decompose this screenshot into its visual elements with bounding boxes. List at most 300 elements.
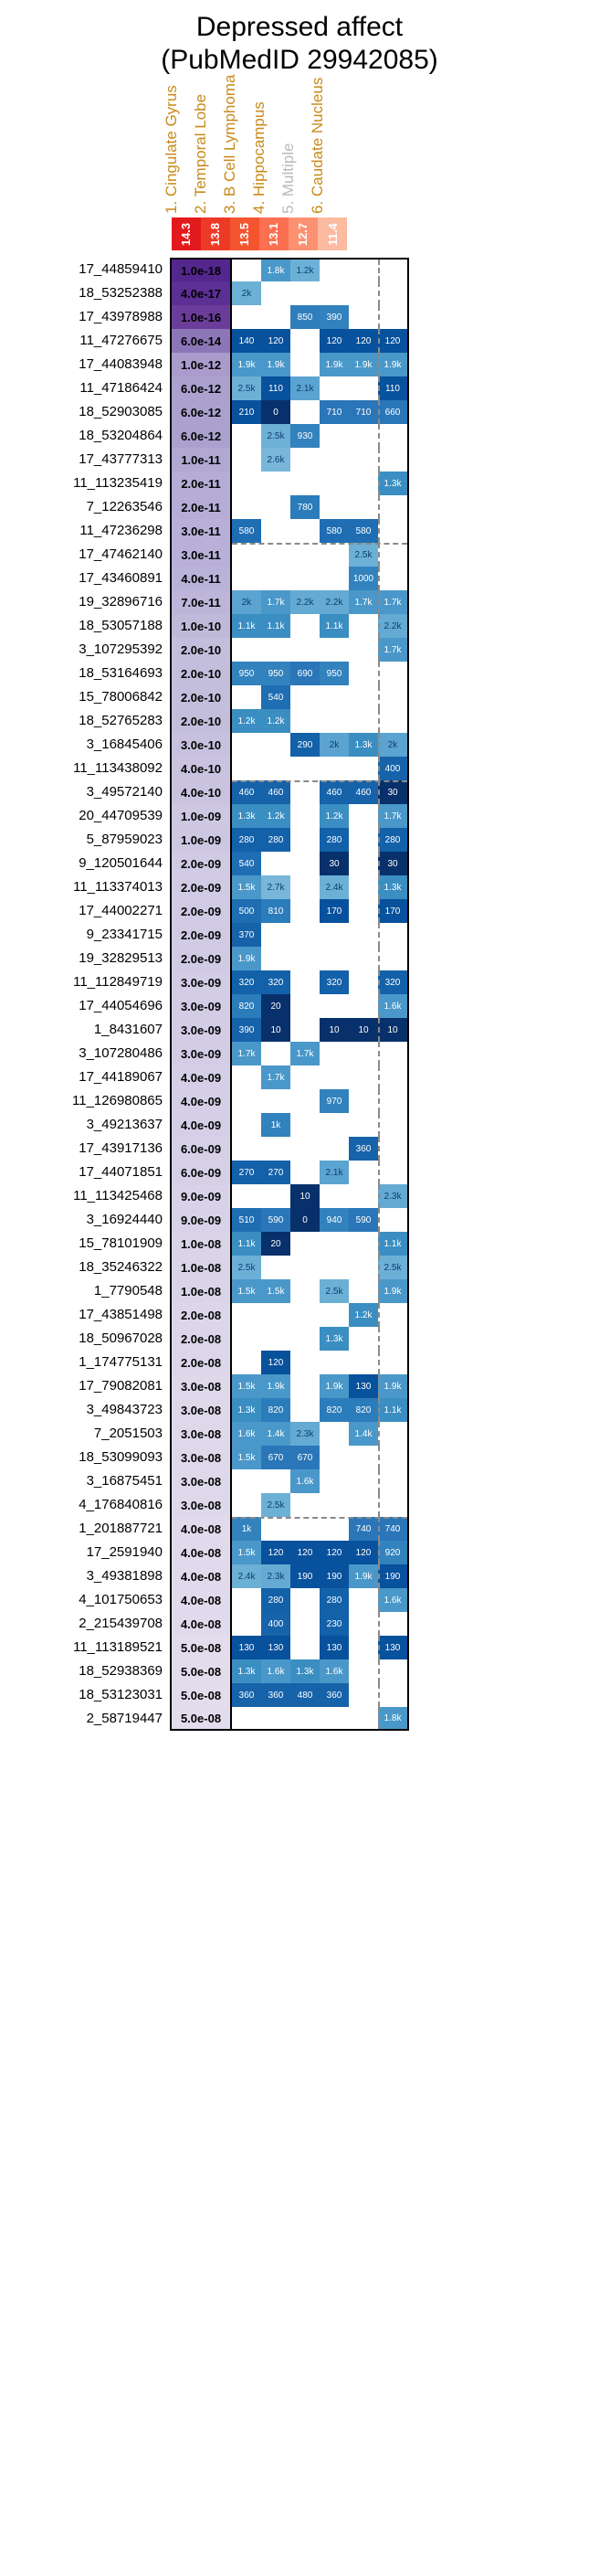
heatmap-row-cells	[232, 1256, 409, 1279]
column-separator	[378, 804, 380, 828]
heatmap-cell: 130	[378, 1636, 407, 1659]
column-separator	[378, 1113, 380, 1137]
title-line-1: Depressed affect	[195, 12, 404, 42]
heatmap-cell	[378, 947, 407, 970]
row-label: 15_78101909	[79, 1235, 163, 1251]
heatmap-cell: 360	[320, 1683, 349, 1707]
heatmap-cell: 2.1k	[320, 1161, 349, 1184]
heatmap-row-cells	[232, 1564, 409, 1588]
column-separator	[378, 1137, 380, 1161]
table-row	[0, 1232, 599, 1256]
heatmap-cell: 1.2k	[232, 709, 261, 733]
heatmap-cell	[378, 305, 407, 329]
column-separator	[378, 1541, 380, 1564]
row-label: 11_47186424	[79, 380, 163, 396]
row-label: 18_52938369	[79, 1663, 163, 1679]
heatmap-cell: 810	[261, 899, 290, 923]
heatmap-cell	[378, 1422, 407, 1446]
heatmap-cell: 30	[320, 852, 349, 875]
column-separator	[378, 947, 380, 970]
row-label: 17_44071851	[79, 1164, 163, 1180]
heatmap-cell	[349, 923, 378, 947]
heatmap-cell	[349, 1446, 378, 1469]
heatmap-cell	[349, 852, 378, 875]
row-label: 2_58719447	[86, 1711, 163, 1726]
heatmap-row-cells	[232, 1137, 409, 1161]
table-row	[0, 947, 599, 970]
column-separator	[378, 1588, 380, 1612]
heatmap-cell: 1.6k	[320, 1659, 349, 1683]
heatmap-row-cells	[232, 947, 409, 970]
heatmap-row-cells	[232, 1042, 409, 1065]
heatmap-row-cells	[232, 1184, 409, 1208]
column-separator	[378, 472, 380, 495]
heatmap-row-cells	[232, 1422, 409, 1446]
heatmap-row-cells	[232, 1588, 409, 1612]
table-row	[0, 495, 599, 519]
heatmap-cell	[378, 662, 407, 685]
row-label: 11_113425468	[73, 1188, 163, 1203]
heatmap-cell	[232, 733, 261, 757]
heatmap-row-cells	[232, 1113, 409, 1137]
heatmap-cell: 2k	[378, 733, 407, 757]
pvalue-cell: 3.0e-11	[170, 543, 232, 567]
heatmap-cell: 1.5k	[261, 1279, 290, 1303]
heatmap-cell	[349, 495, 378, 519]
pvalue-cell: 1.0e-18	[170, 258, 232, 281]
heatmap-cell	[320, 1469, 349, 1493]
heatmap-cell: 1.7k	[378, 638, 407, 662]
heatmap-cell	[232, 305, 261, 329]
pvalue-cell: 4.0e-09	[170, 1065, 232, 1089]
heatmap-cell: 1.9k	[232, 353, 261, 376]
heatmap-row-cells	[232, 329, 409, 353]
heatmap-cell: 540	[261, 685, 290, 709]
heatmap-cell: 230	[320, 1612, 349, 1636]
heatmap-cell	[232, 472, 261, 495]
heatmap-cell	[349, 1493, 378, 1517]
heatmap-cell: 1.2k	[261, 804, 290, 828]
pvalue-cell: 5.0e-08	[170, 1659, 232, 1683]
heatmap-cell	[378, 923, 407, 947]
column-separator	[378, 305, 380, 329]
heatmap-cell	[378, 424, 407, 448]
heatmap-cell	[349, 1232, 378, 1256]
table-row	[0, 899, 599, 923]
heatmap-cell: 2.3k	[378, 1184, 407, 1208]
heatmap-cell	[232, 448, 261, 472]
heatmap-cell	[290, 923, 320, 947]
row-label: 3_49572140	[86, 784, 163, 800]
heatmap-cell: 1.3k	[378, 875, 407, 899]
heatmap-cell	[290, 1018, 320, 1042]
pvalue-cell: 4.0e-08	[170, 1564, 232, 1588]
heatmap-row-cells	[232, 733, 409, 757]
column-separator	[378, 1517, 380, 1541]
column-separator	[378, 1018, 380, 1042]
heatmap-cell: 1.8k	[261, 260, 290, 281]
heatmap-row-cells	[232, 1279, 409, 1303]
row-label: 18_52765283	[79, 713, 163, 728]
heatmap-cell: 1.2k	[261, 709, 290, 733]
heatmap-cell: 1.6k	[290, 1469, 320, 1493]
heatmap-row-cells	[232, 685, 409, 709]
heatmap-cell	[261, 1327, 290, 1351]
table-row	[0, 567, 599, 590]
column-separator	[378, 757, 380, 780]
heatmap-cell	[349, 305, 378, 329]
row-group-separator	[232, 543, 407, 545]
heatmap-cell	[232, 495, 261, 519]
heatmap-cell: 480	[290, 1683, 320, 1707]
heatmap-cell: 280	[320, 1588, 349, 1612]
pvalue-cell: 2.0e-09	[170, 852, 232, 875]
heatmap-cell: 580	[232, 519, 261, 543]
heatmap-cell	[378, 281, 407, 305]
heatmap-cell	[261, 1184, 290, 1208]
heatmap-cell: 1.3k	[349, 733, 378, 757]
heatmap-cell	[349, 1279, 378, 1303]
heatmap-cell: 2.5k	[261, 424, 290, 448]
heatmap-cell: 120	[349, 329, 378, 353]
heatmap-row-cells	[232, 1018, 409, 1042]
heatmap-row-cells	[232, 1303, 409, 1327]
heatmap-row-cells	[232, 1659, 409, 1683]
heatmap-cell: 400	[261, 1612, 290, 1636]
heatmap-row-cells	[232, 1161, 409, 1184]
row-label: 18_53123031	[79, 1687, 163, 1702]
heatmap-row-cells	[232, 543, 409, 567]
heatmap-cell	[261, 281, 290, 305]
heatmap-cell	[320, 1446, 349, 1469]
heatmap-cell	[349, 685, 378, 709]
heatmap-cell	[232, 1137, 261, 1161]
heatmap-row-cells	[232, 899, 409, 923]
heatmap-cell: 120	[261, 1351, 290, 1374]
row-label: 3_49843723	[86, 1402, 163, 1417]
heatmap-cell	[261, 757, 290, 780]
column-separator	[378, 1493, 380, 1517]
heatmap-cell: 320	[232, 970, 261, 994]
row-label: 19_32896716	[79, 594, 163, 610]
table-row	[0, 970, 599, 994]
heatmap-cell	[232, 260, 261, 281]
heatmap-cell: 820	[320, 1398, 349, 1422]
heatmap-cell: 1.1k	[378, 1398, 407, 1422]
column-separator	[378, 1707, 380, 1729]
pvalue-cell: 3.0e-09	[170, 1042, 232, 1065]
column-separator	[378, 709, 380, 733]
heatmap-cell	[232, 1303, 261, 1327]
column-separator	[378, 1232, 380, 1256]
heatmap-cell	[261, 1303, 290, 1327]
column-separator	[378, 1612, 380, 1636]
heatmap-cell	[232, 1065, 261, 1089]
heatmap-cell: 1.7k	[261, 590, 290, 614]
heatmap-cell: 170	[320, 899, 349, 923]
heatmap-cell: 290	[290, 733, 320, 757]
heatmap-cell: 2.2k	[290, 590, 320, 614]
column-separator	[378, 1351, 380, 1374]
heatmap-row-cells	[232, 614, 409, 638]
heatmap-cell: 10	[378, 1018, 407, 1042]
table-row	[0, 1184, 599, 1208]
heatmap-cell	[320, 1232, 349, 1256]
pvalue-cell: 2.0e-09	[170, 947, 232, 970]
heatmap-cell	[349, 970, 378, 994]
pvalue-cell: 2.0e-10	[170, 685, 232, 709]
heatmap-cell: 1.8k	[378, 1707, 407, 1729]
column-separator	[378, 1089, 380, 1113]
heatmap-cell	[290, 1137, 320, 1161]
heatmap-cell	[320, 1351, 349, 1374]
pvalue-cell: 2.0e-09	[170, 899, 232, 923]
row-label: 11_112849719	[73, 974, 163, 990]
pvalue-cell: 5.0e-08	[170, 1707, 232, 1731]
column-separator	[378, 1279, 380, 1303]
heatmap-cell	[290, 448, 320, 472]
heatmap-row-cells	[232, 1351, 409, 1374]
heatmap-cell: 2.4k	[232, 1564, 261, 1588]
heatmap-row-cells	[232, 1517, 409, 1541]
heatmap-row-cells	[232, 1636, 409, 1659]
column-separator	[378, 923, 380, 947]
pvalue-cell: 1.0e-08	[170, 1256, 232, 1279]
heatmap-cell	[349, 804, 378, 828]
heatmap-cell	[232, 1612, 261, 1636]
row-label: 17_47462140	[79, 546, 163, 562]
pvalue-cell: 2.0e-11	[170, 495, 232, 519]
row-label: 9_120501644	[79, 855, 163, 871]
row-label: 3_107280486	[79, 1045, 163, 1061]
heatmap-cell	[261, 852, 290, 875]
heatmap-cell: 0	[290, 1208, 320, 1232]
heatmap-cell	[320, 709, 349, 733]
row-label: 17_44859410	[79, 261, 163, 277]
heatmap-cell: 590	[349, 1208, 378, 1232]
pvalue-cell: 2.0e-08	[170, 1303, 232, 1327]
heatmap-cell: 2.5k	[232, 1256, 261, 1279]
heatmap-cell: 270	[232, 1161, 261, 1184]
pvalue-cell: 3.0e-08	[170, 1446, 232, 1469]
heatmap-cell	[290, 1256, 320, 1279]
heatmap-cell	[290, 1351, 320, 1374]
heatmap-cell	[378, 519, 407, 543]
heatmap-cell: 2.7k	[261, 875, 290, 899]
pvalue-cell: 1.0e-08	[170, 1232, 232, 1256]
heatmap-cell: 1.9k	[378, 1374, 407, 1398]
heatmap-cell	[232, 1707, 261, 1729]
row-label: 15_78006842	[79, 689, 163, 705]
heatmap-cell: 950	[261, 662, 290, 685]
heatmap-cell	[349, 1683, 378, 1707]
heatmap-cell: 2.5k	[232, 376, 261, 400]
row-label: 1_201887721	[79, 1521, 163, 1536]
heatmap-cell: 1k	[232, 1517, 261, 1541]
table-row	[0, 804, 599, 828]
pvalue-cell: 1.0e-11	[170, 448, 232, 472]
table-row	[0, 1137, 599, 1161]
heatmap-cell: 120	[378, 329, 407, 353]
heatmap-cell: 1.9k	[320, 1374, 349, 1398]
table-row	[0, 1042, 599, 1065]
heatmap-cell	[378, 1042, 407, 1065]
table-row	[0, 1065, 599, 1089]
row-label: 18_53204864	[79, 428, 163, 443]
heatmap-row-cells	[232, 1374, 409, 1398]
table-row	[0, 733, 599, 757]
heatmap-cell: 2.2k	[320, 590, 349, 614]
heatmap-cell: 320	[261, 970, 290, 994]
heatmap-cell: 1.6k	[378, 994, 407, 1018]
heatmap-cell	[290, 1493, 320, 1517]
row-label: 9_23341715	[86, 927, 163, 942]
row-label: 18_35246322	[79, 1259, 163, 1275]
heatmap-row-cells	[232, 923, 409, 947]
colorbar	[172, 217, 347, 250]
heatmap-row-cells	[232, 662, 409, 685]
heatmap-cell	[320, 1517, 349, 1541]
heatmap-row-cells	[232, 281, 409, 305]
heatmap-cell	[290, 875, 320, 899]
heatmap-cell: 590	[261, 1208, 290, 1232]
table-row	[0, 305, 599, 329]
heatmap-cell	[232, 424, 261, 448]
heatmap-cell	[232, 1113, 261, 1137]
pvalue-cell: 3.0e-08	[170, 1469, 232, 1493]
heatmap-cell	[261, 638, 290, 662]
heatmap-row-cells	[232, 258, 409, 281]
heatmap-cell: 390	[320, 305, 349, 329]
column-separator	[378, 1446, 380, 1469]
heatmap-cell	[349, 472, 378, 495]
row-label: 18_53099093	[79, 1449, 163, 1465]
heatmap-cell	[261, 923, 290, 947]
heatmap-cell	[320, 567, 349, 590]
table-row	[0, 614, 599, 638]
heatmap-cell	[349, 281, 378, 305]
column-separator	[378, 353, 380, 376]
pvalue-cell: 4.0e-11	[170, 567, 232, 590]
heatmap-cell	[378, 1659, 407, 1683]
heatmap-cell	[232, 757, 261, 780]
heatmap-cell	[290, 329, 320, 353]
heatmap-cell: 280	[232, 828, 261, 852]
table-row	[0, 1351, 599, 1374]
column-separator	[378, 970, 380, 994]
heatmap-row-cells	[232, 780, 409, 804]
heatmap-cell: 120	[349, 1541, 378, 1564]
heatmap-row-cells	[232, 757, 409, 780]
heatmap-cell	[378, 1493, 407, 1517]
pvalue-cell: 7.0e-11	[170, 590, 232, 614]
row-label: 17_43777313	[79, 451, 163, 467]
column-separator	[378, 519, 380, 543]
row-label: 17_44054696	[79, 998, 163, 1013]
heatmap-cell: 2.3k	[290, 1422, 320, 1446]
row-label: 18_53057188	[79, 618, 163, 633]
row-label: 2_215439708	[79, 1616, 163, 1631]
heatmap-cell	[320, 1137, 349, 1161]
colorbar-cell-6: 11.4	[318, 217, 347, 250]
table-row	[0, 543, 599, 567]
pvalue-cell: 2.0e-10	[170, 709, 232, 733]
heatmap-row-cells	[232, 1683, 409, 1707]
column-separator	[378, 567, 380, 590]
pvalue-cell: 5.0e-08	[170, 1683, 232, 1707]
heatmap-cell: 120	[290, 1541, 320, 1564]
table-row	[0, 1636, 599, 1659]
column-separator	[378, 1469, 380, 1493]
column-separator	[378, 828, 380, 852]
pvalue-cell: 2.0e-08	[170, 1351, 232, 1374]
heatmap-row-cells	[232, 1493, 409, 1517]
heatmap-cell	[232, 685, 261, 709]
heatmap-cell	[261, 1517, 290, 1541]
heatmap-cell	[320, 923, 349, 947]
heatmap-cell	[349, 899, 378, 923]
row-label: 1_174775131	[79, 1354, 163, 1370]
heatmap-cell	[378, 1612, 407, 1636]
heatmap-cell	[232, 1089, 261, 1113]
heatmap-row-cells	[232, 852, 409, 875]
table-row	[0, 780, 599, 804]
heatmap-cell: 660	[378, 400, 407, 424]
pvalue-cell: 9.0e-09	[170, 1208, 232, 1232]
heatmap-cell	[261, 1042, 290, 1065]
heatmap-cell	[290, 1161, 320, 1184]
pvalue-cell: 3.0e-08	[170, 1493, 232, 1517]
heatmap-cell	[349, 260, 378, 281]
table-row	[0, 994, 599, 1018]
heatmap-cell	[349, 1089, 378, 1113]
heatmap-cell	[320, 1303, 349, 1327]
heatmap-cell	[378, 1683, 407, 1707]
heatmap-grid	[0, 258, 599, 1731]
heatmap-cell: 370	[232, 923, 261, 947]
heatmap-cell: 950	[320, 662, 349, 685]
heatmap-cell: 190	[320, 1564, 349, 1588]
heatmap-cell: 1.9k	[261, 1374, 290, 1398]
heatmap-cell	[320, 424, 349, 448]
column-header-5: 5. Multiple	[279, 143, 297, 214]
pvalue-cell: 4.0e-08	[170, 1612, 232, 1636]
heatmap-cell: 580	[349, 519, 378, 543]
table-row	[0, 448, 599, 472]
table-row	[0, 329, 599, 353]
heatmap-cell: 780	[290, 495, 320, 519]
row-group-separator	[232, 1517, 407, 1519]
colorbar-cell-1: 14.3	[172, 217, 201, 250]
heatmap-cell	[290, 281, 320, 305]
heatmap-cell	[290, 567, 320, 590]
heatmap-cell: 30	[378, 852, 407, 875]
pvalue-cell: 3.0e-08	[170, 1398, 232, 1422]
heatmap-cell	[378, 1089, 407, 1113]
column-separator	[378, 590, 380, 614]
heatmap-cell	[290, 852, 320, 875]
pvalue-cell: 1.0e-10	[170, 614, 232, 638]
heatmap-cell: 740	[349, 1517, 378, 1541]
pvalue-cell: 3.0e-11	[170, 519, 232, 543]
column-header-1: 1. Cingulate Gyrus	[163, 85, 180, 214]
heatmap-cell: 820	[232, 994, 261, 1018]
heatmap-cell: 2.5k	[320, 1279, 349, 1303]
table-row	[0, 1089, 599, 1113]
heatmap-cell: 690	[290, 662, 320, 685]
heatmap-cell	[290, 970, 320, 994]
row-label: 3_16845406	[86, 737, 163, 752]
